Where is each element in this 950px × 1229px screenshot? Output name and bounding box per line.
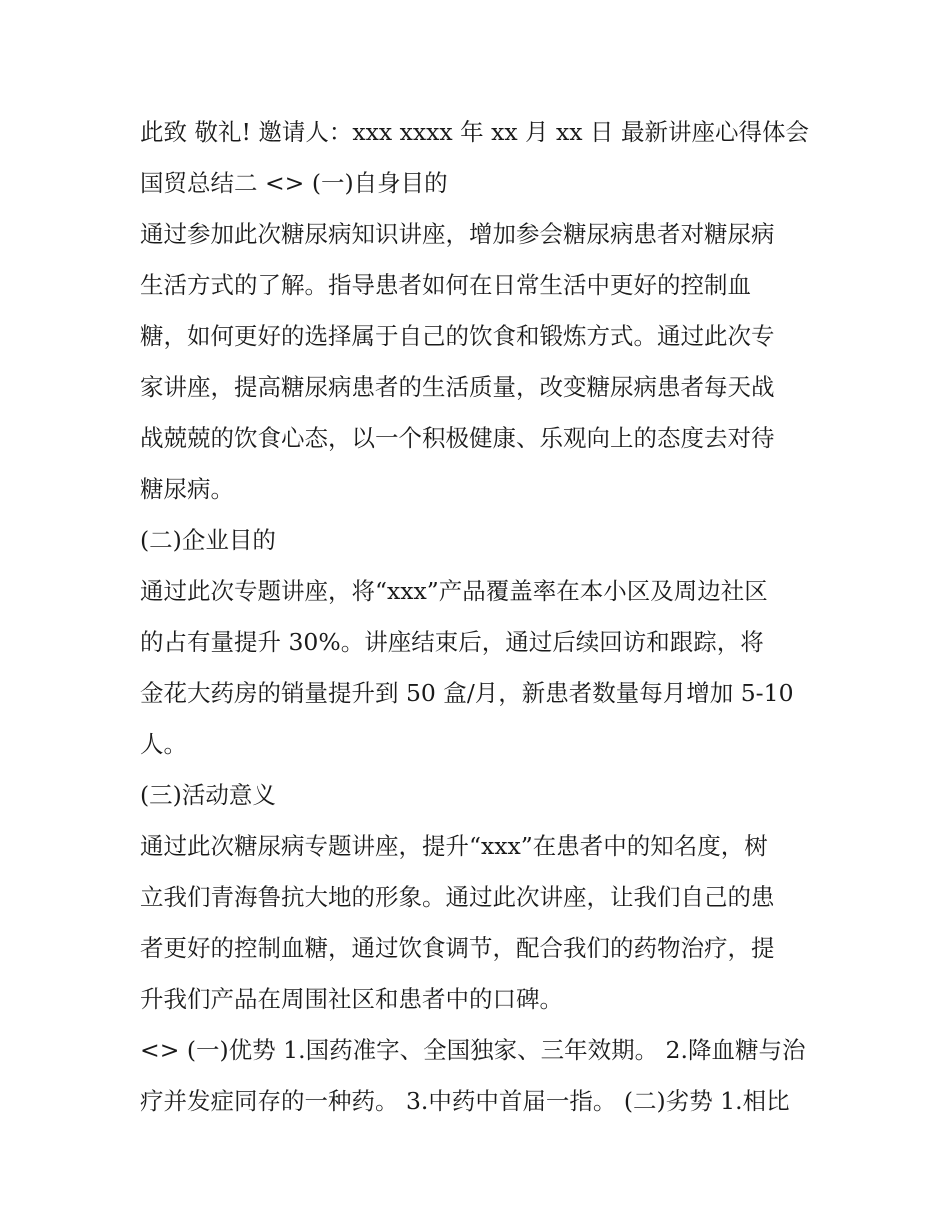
section-heading: (三)活动意义: [140, 781, 276, 809]
text-line: 生活方式的了解。指导患者如何在日常生活中更好的控制血: [140, 271, 751, 299]
section-heading: (二)企业目的: [140, 526, 276, 554]
text-line: 金花大药房的销量提升到 50 盒/月，新患者数量每月增加 5-10: [140, 679, 794, 707]
text-line: 通过参加此次糖尿病知识讲座，增加参会糖尿病患者对糖尿病: [140, 220, 775, 248]
text-line: 立我们青海鲁抗大地的形象。通过此次讲座，让我们自己的患: [140, 883, 775, 911]
text-line: 家讲座，提高糖尿病患者的生活质量，改变糖尿病患者每天战: [140, 373, 775, 401]
document-body: [140, 107, 820, 1127]
text-line: 通过此次专题讲座，将“xxx”产品覆盖率在本小区及周边社区: [140, 577, 768, 605]
text-line: 此致 敬礼! 邀请人：xxx xxxx 年 xx 月 xx 日 最新讲座心得体会: [140, 118, 809, 146]
text-line: 通过此次糖尿病专题讲座，提升“xxx”在患者中的知名度，树: [140, 832, 768, 860]
text-line: 升我们产品在周围社区和患者中的口碑。: [140, 985, 563, 1013]
text-line: 战兢兢的饮食心态，以一个积极健康、乐观向上的态度去对待: [140, 424, 775, 452]
text-line: 的占有量提升 30%。讲座结束后，通过后续回访和跟踪，将: [140, 628, 764, 656]
text-line: 者更好的控制血糖，通过饮食调节，配合我们的药物治疗，提: [140, 934, 775, 962]
text-line: 糖，如何更好的选择属于自己的饮食和锻炼方式。通过此次专: [140, 322, 775, 350]
text-line: 糖尿病。: [140, 475, 234, 503]
text-line: 国贸总结二 <> (一)自身目的: [140, 169, 448, 197]
text-line: 人。: [140, 730, 187, 758]
text-line: <> (一)优势 1.国药准字、全国独家、三年效期。 2.降血糖与治: [140, 1036, 806, 1064]
text-line: 疗并发症同存的一种药。 3.中药中首届一指。 (二)劣势 1.相比: [140, 1087, 790, 1115]
